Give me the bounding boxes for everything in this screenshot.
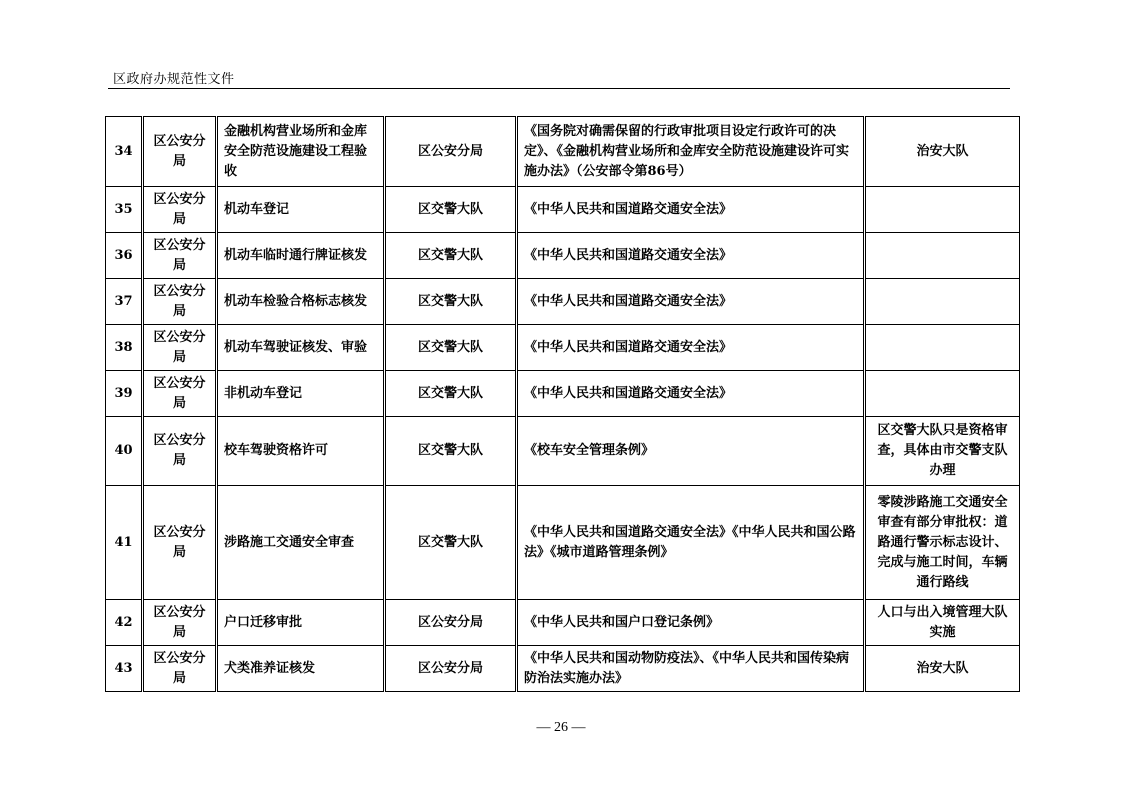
implementing-unit-cell: 区交警大队	[385, 325, 517, 371]
item-cell: 户口迁移审批	[217, 600, 385, 646]
row-number: 38	[106, 325, 143, 371]
note-cell	[865, 233, 1020, 279]
approval-items-table	[105, 116, 1020, 692]
implementing-unit-cell: 区公安分局	[385, 600, 517, 646]
page-number: — 26 —	[536, 720, 586, 735]
note-cell: 区交警大队只是资格审查，具体由市交警支队办理	[865, 417, 1020, 486]
department-cell: 区公安分局	[143, 600, 217, 646]
item-cell: 机动车驾驶证核发、审验	[217, 325, 385, 371]
row-number: 34	[106, 117, 143, 187]
legal-basis-cell: 《中华人民共和国道路交通安全法》	[517, 233, 865, 279]
legal-basis-cell: 《中华人民共和国道路交通安全法》	[517, 279, 865, 325]
department-cell: 区公安分局	[143, 371, 217, 417]
row-number: 36	[106, 233, 143, 279]
implementing-unit-cell: 区公安分局	[385, 117, 517, 187]
row-number: 39	[106, 371, 143, 417]
legal-basis-cell: 《中华人民共和国动物防疫法》、《中华人民共和国传染病防治法实施办法》	[517, 646, 865, 692]
note-cell	[865, 187, 1020, 233]
row-number: 43	[106, 646, 143, 692]
item-cell: 犬类准养证核发	[217, 646, 385, 692]
legal-basis-cell: 《校车安全管理条例》	[517, 417, 865, 486]
department-cell: 区公安分局	[143, 646, 217, 692]
item-cell: 非机动车登记	[217, 371, 385, 417]
table-row	[106, 486, 1020, 600]
row-number: 35	[106, 187, 143, 233]
note-cell: 治安大队	[865, 117, 1020, 187]
row-number: 40	[106, 417, 143, 486]
implementing-unit-cell: 区交警大队	[385, 486, 517, 600]
table-row	[106, 187, 1020, 233]
table-row	[106, 417, 1020, 486]
table-row	[106, 646, 1020, 692]
item-cell: 机动车登记	[217, 187, 385, 233]
note-cell	[865, 325, 1020, 371]
note-cell: 零陵涉路施工交通安全审查有部分审批权：道路通行警示标志设计、完成与施工时间，车辆通行路线	[865, 486, 1020, 600]
document-header: 区政府办规范性文件	[113, 72, 235, 87]
implementing-unit-cell: 区公安分局	[385, 646, 517, 692]
header-rule	[108, 88, 1010, 89]
legal-basis-cell: 《中华人民共和国道路交通安全法》	[517, 325, 865, 371]
department-cell: 区公安分局	[143, 187, 217, 233]
department-cell: 区公安分局	[143, 279, 217, 325]
implementing-unit-cell: 区交警大队	[385, 187, 517, 233]
row-number: 42	[106, 600, 143, 646]
note-cell	[865, 279, 1020, 325]
table-row	[106, 233, 1020, 279]
table-row	[106, 279, 1020, 325]
implementing-unit-cell: 区交警大队	[385, 371, 517, 417]
item-cell: 涉路施工交通安全审查	[217, 486, 385, 600]
note-cell	[865, 371, 1020, 417]
note-cell: 人口与出入境管理大队实施	[865, 600, 1020, 646]
item-cell: 金融机构营业场所和金库安全防范设施建设工程验收	[217, 117, 385, 187]
department-cell: 区公安分局	[143, 417, 217, 486]
department-cell: 区公安分局	[143, 486, 217, 600]
item-cell: 校车驾驶资格许可	[217, 417, 385, 486]
legal-basis-cell: 《中华人民共和国道路交通安全法》《中华人民共和国公路法》《城市道路管理条例》	[517, 486, 865, 600]
department-cell: 区公安分局	[143, 325, 217, 371]
department-cell: 区公安分局	[143, 233, 217, 279]
table-row	[106, 371, 1020, 417]
implementing-unit-cell: 区交警大队	[385, 279, 517, 325]
item-cell: 机动车临时通行牌证核发	[217, 233, 385, 279]
legal-basis-cell: 《中华人民共和国道路交通安全法》	[517, 371, 865, 417]
implementing-unit-cell: 区交警大队	[385, 417, 517, 486]
item-cell: 机动车检验合格标志核发	[217, 279, 385, 325]
row-number: 41	[106, 486, 143, 600]
table-row	[106, 325, 1020, 371]
table-row	[106, 117, 1020, 187]
department-cell: 区公安分局	[143, 117, 217, 187]
implementing-unit-cell: 区交警大队	[385, 233, 517, 279]
legal-basis-cell: 《中华人民共和国户口登记条例》	[517, 600, 865, 646]
legal-basis-cell: 《中华人民共和国道路交通安全法》	[517, 187, 865, 233]
note-cell: 治安大队	[865, 646, 1020, 692]
table-row	[106, 600, 1020, 646]
legal-basis-cell: 《国务院对确需保留的行政审批项目设定行政许可的决定》、《金融机构营业场所和金库安全防范设施建设许可实施办法》（公安部令第86号）	[517, 117, 865, 187]
row-number: 37	[106, 279, 143, 325]
